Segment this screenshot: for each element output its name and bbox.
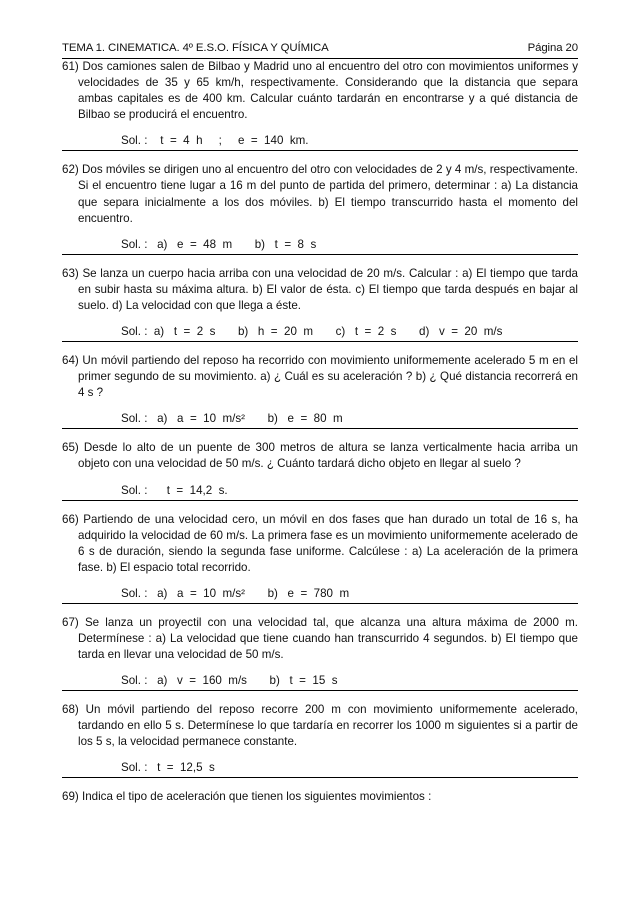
problem-65 bbox=[62, 440, 578, 511]
problem-64 bbox=[62, 353, 578, 440]
problem-68 bbox=[62, 702, 578, 789]
solution-line: Sol. : a) a = 10 m/s² b) e = 780 m bbox=[62, 586, 578, 604]
problem-list bbox=[62, 59, 578, 806]
header-title: TEMA 1. CINEMATICA. 4º E.S.O. FÍSICA Y QUÍMICA bbox=[62, 42, 329, 54]
problem-text: 67) Se lanza un proyectil con una velocidad tal, que alcanza una altura máxima de 2000 m. Determínese : a) La velocidad que tiene cuando han transcurrido 4 segundos. b) El tiempo que tarda en llevar una velocidad de 50 m/s. bbox=[62, 615, 578, 662]
solution-line: Sol. : a) v = 160 m/s b) t = 15 s bbox=[62, 673, 578, 691]
problem-text: 65) Desde lo alto de un puente de 300 metros de altura se lanza verticalmente hacia arriba un objeto con una velocidad de 50 m/s. ¿ Cuánto tardará dicho objeto en llegar al suelo ? bbox=[62, 441, 578, 471]
solution-line: Sol. : t = 4 h ; e = 140 km. bbox=[62, 133, 578, 151]
problem-text: 66) Partiendo de una velocidad cero, un móvil en dos fases que han durado un total de 16 s, ha adquirido la velocidad de 60 m/s. La primera fase es un movimiento uniformemente acelerado de 6 s de duración, siendo la segunda fase uniforme. Calcúlese : a) La aceleración de la primera fase. b) El espacio total recorrido. bbox=[62, 512, 578, 574]
solution-line: Sol. : t = 14,2 s. bbox=[62, 483, 578, 501]
problem-text: 62) Dos móviles se dirigen uno al encuentro del otro con velocidades de 2 y 4 m/s, respectivamente. Si el encuentro tiene lugar a 16 m del punto de partida del primero, determinar : a) La distancia que separa inicialmente a los dos móviles. b) El tiempo transcurrido hasta el momento del encuentro. bbox=[62, 163, 578, 225]
solution-line: Sol. : a) e = 48 m b) t = 8 s bbox=[62, 237, 578, 255]
problem-61 bbox=[62, 59, 578, 162]
problem-67 bbox=[62, 615, 578, 702]
page-header bbox=[62, 40, 578, 59]
problem-66 bbox=[62, 512, 578, 615]
solution-line: Sol. : t = 12,5 s bbox=[62, 760, 578, 778]
solution-line: Sol. : a) a = 10 m/s² b) e = 80 m bbox=[62, 411, 578, 429]
problem-69 bbox=[62, 789, 578, 805]
problem-62 bbox=[62, 162, 578, 265]
problem-text: 64) Un móvil partiendo del reposo ha recorrido con movimiento uniformemente acelerado 5 m en el primer segundo de su movimiento. a) ¿ Cuál es su aceleración ? b) ¿ Qué distancia recorrerá en 4 s ? bbox=[62, 354, 578, 400]
problem-text: 69) Indica el tipo de aceleración que tienen los siguientes movimientos : bbox=[62, 790, 432, 804]
problem-text: 63) Se lanza un cuerpo hacia arriba con una velocidad de 20 m/s. Calcular : a) El tiempo que tarda en subir hasta su máxima altura. b) El valor de ésta. c) El tiempo que tarda después en bajar al suelo. d) La velocidad con que llega a éste. bbox=[62, 266, 578, 312]
problem-text: 61) Dos camiones salen de Bilbao y Madrid uno al encuentro del otro con movimientos uniformes y velocidades de 35 y 65 km/h, respectivamente. Considerando que la distancia que separa ambas capitales es de 400 km. Calcular cuánto tardarán en encontrarse y a qué distancia de Bilbao se producirá el encuentro. bbox=[62, 60, 578, 122]
page-number: Página 20 bbox=[527, 42, 578, 54]
problem-63 bbox=[62, 266, 578, 353]
solution-line: Sol. : a) t = 2 s b) h = 20 m c) t = 2 s d) v = 20 m/s bbox=[62, 324, 578, 342]
problem-text: 68) Un móvil partiendo del reposo recorre 200 m con movimiento uniformemente acelerado, tardando en ello 5 s. Determínese lo que tardaría en recorrer los 1000 m siguientes si a partir de los 5 s, la velocidad permanece constante. bbox=[62, 703, 578, 749]
